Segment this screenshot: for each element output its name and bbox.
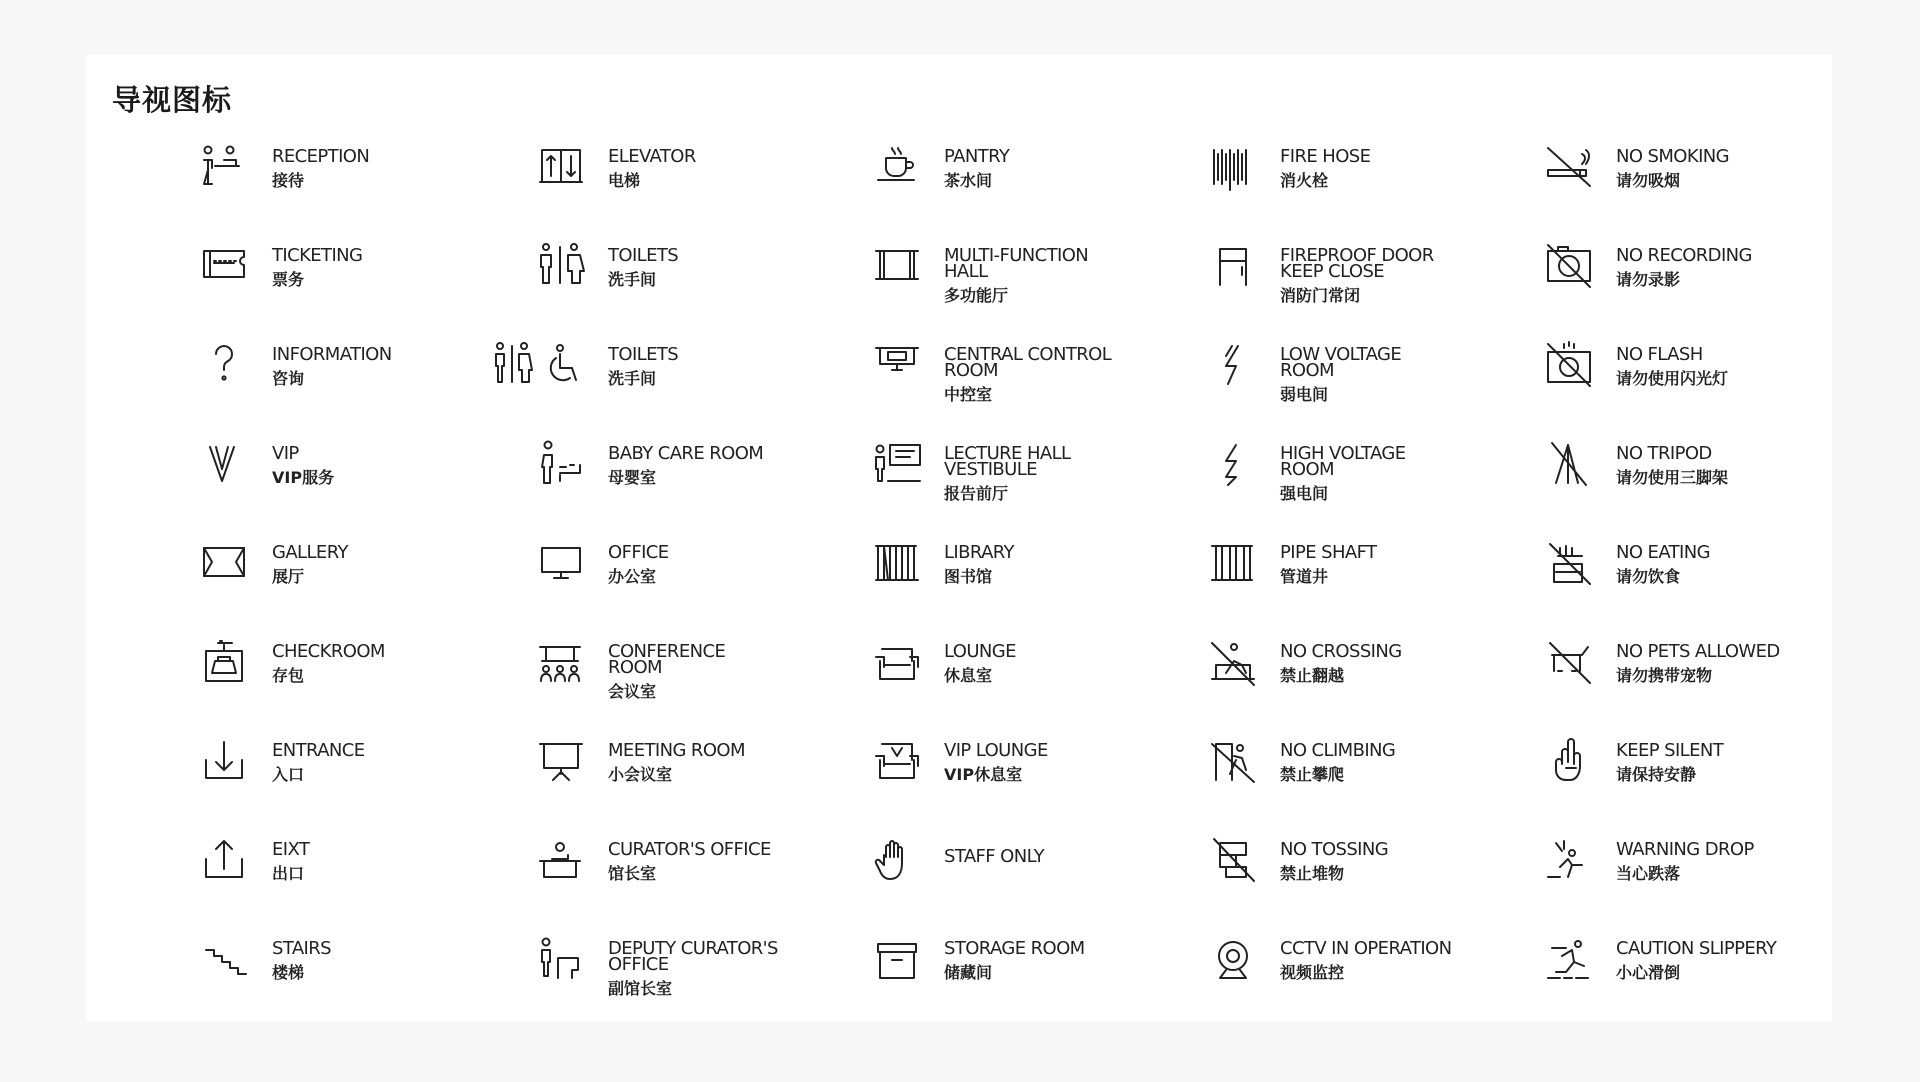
- label-zh: 请勿使用三脚架: [1616, 468, 1729, 487]
- signage-item: [870, 140, 1206, 239]
- signage-label: [1280, 740, 1535, 784]
- label-en: VIP: [272, 443, 299, 464]
- no-flash-icon: [1542, 338, 1596, 392]
- label-en: LECTURE HALL VESTIBULE: [944, 443, 1071, 480]
- label-en: HIGH VOLTAGE ROOM: [1280, 443, 1406, 480]
- signage-item: [198, 536, 534, 635]
- signage-label: [1616, 443, 1871, 487]
- signage-item: [1206, 536, 1542, 635]
- label-en: CURATOR'S OFFICE: [608, 839, 771, 860]
- label-en: LOW VOLTAGE ROOM: [1280, 344, 1402, 381]
- label-zh: 请勿使用闪光灯: [1616, 369, 1729, 388]
- signage-label: [944, 443, 1199, 503]
- signage-item: [1206, 635, 1542, 734]
- caution-slippery-icon: [1542, 932, 1596, 986]
- signage-label: [1280, 443, 1535, 503]
- keep-silent-icon: [1542, 734, 1596, 788]
- label-zh: 管道井: [1280, 567, 1329, 586]
- signage-label: [608, 542, 863, 586]
- signage-item: [198, 239, 534, 338]
- label-zh: 图书馆: [944, 567, 993, 586]
- signage-item: [870, 338, 1206, 437]
- label-zh: 入口: [272, 765, 305, 784]
- label-zh: 茶水间: [944, 171, 993, 190]
- label-zh: 弱电间: [1280, 385, 1329, 404]
- signage-label: [1280, 542, 1535, 586]
- signage-label: [1616, 839, 1871, 883]
- label-en: VIP LOUNGE: [944, 740, 1048, 761]
- label-en: NO TRIPOD: [1616, 443, 1712, 464]
- label-zh: 禁止翻越: [1280, 666, 1345, 685]
- central-control-room-icon: [870, 338, 924, 392]
- signage-item: [198, 932, 534, 1031]
- label-zh: 馆长室: [608, 864, 657, 883]
- signage-label: [608, 344, 863, 388]
- label-en: DEPUTY CURATOR'S OFFICE: [608, 938, 778, 975]
- signage-item: [1542, 833, 1878, 932]
- vip-lounge-icon: [870, 734, 924, 788]
- warning-drop-icon: [1542, 833, 1596, 887]
- label-zh: 当心跌落: [1616, 864, 1681, 883]
- deputy-curators-office-icon: [534, 932, 588, 986]
- label-zh: 办公室: [608, 567, 657, 586]
- signage-label: [608, 839, 863, 883]
- signage-label: [1280, 146, 1535, 190]
- label-en: EIXT: [272, 839, 310, 860]
- label-en: MULTI-FUNCTION HALL: [944, 245, 1089, 282]
- label-zh: 票务: [272, 270, 305, 289]
- label-zh: 会议室: [608, 682, 657, 701]
- label-en: TICKETING: [272, 245, 363, 266]
- signage-label: [1616, 641, 1871, 685]
- signage-item: [534, 932, 870, 1031]
- signage-label: [944, 846, 1199, 867]
- information-icon: [198, 338, 252, 392]
- signage-label: [1616, 740, 1871, 784]
- signage-item: [870, 734, 1206, 833]
- signage-label: [1616, 938, 1871, 982]
- exit-icon: [198, 833, 252, 887]
- label-zh: 小心滑倒: [1616, 963, 1681, 982]
- signage-item: [534, 338, 870, 437]
- signage-item: [1542, 932, 1878, 1031]
- label-en: NO FLASH: [1616, 344, 1703, 365]
- label-zh: 消防门常闭: [1280, 286, 1361, 305]
- fire-hose-icon: [1206, 140, 1260, 194]
- label-en: LIBRARY: [944, 542, 1014, 563]
- signage-item: [870, 932, 1206, 1031]
- label-zh: VIP休息室: [944, 765, 1023, 784]
- signage-label: [944, 542, 1199, 586]
- pipe-shaft-icon: [1206, 536, 1260, 590]
- label-en: ENTRANCE: [272, 740, 365, 761]
- label-zh: 出口: [272, 864, 305, 883]
- signage-item: [1542, 536, 1878, 635]
- label-zh: 母婴室: [608, 468, 657, 487]
- signage-label: [944, 344, 1199, 404]
- lounge-icon: [870, 635, 924, 689]
- label-en: WARNING DROP: [1616, 839, 1754, 860]
- label-en: CENTRAL CONTROL ROOM: [944, 344, 1112, 381]
- label-en: BABY CARE ROOM: [608, 443, 764, 464]
- curators-office-icon: [534, 833, 588, 887]
- label-zh: 禁止攀爬: [1280, 765, 1345, 784]
- icon-grid: [198, 140, 1878, 1031]
- label-zh: 强电间: [1280, 484, 1329, 503]
- label-en: NO SMOKING: [1616, 146, 1730, 167]
- signage-label: [1280, 839, 1535, 883]
- signage-item: [198, 437, 534, 536]
- label-zh: VIP服务: [272, 468, 335, 487]
- multi-function-hall-icon: [870, 239, 924, 293]
- label-zh: 存包: [272, 666, 305, 685]
- no-recording-icon: [1542, 239, 1596, 293]
- signage-item: [870, 833, 1206, 932]
- label-zh: 休息室: [944, 666, 993, 685]
- ticketing-icon: [198, 239, 252, 293]
- signage-item: [1206, 437, 1542, 536]
- meeting-room-icon: [534, 734, 588, 788]
- signage-item: [1542, 140, 1878, 239]
- signage-item: [534, 635, 870, 734]
- label-zh: 请勿吸烟: [1616, 171, 1681, 190]
- signage-label: [1280, 938, 1535, 982]
- no-tripod-icon: [1542, 437, 1596, 491]
- signage-item: [534, 140, 870, 239]
- signage-item: [1206, 734, 1542, 833]
- signage-label: [272, 443, 527, 487]
- signage-label: [272, 542, 527, 586]
- label-zh: 展厅: [272, 567, 305, 586]
- no-crossing-icon: [1206, 635, 1260, 689]
- signage-item: [1542, 734, 1878, 833]
- label-zh: 禁止堆物: [1280, 864, 1345, 883]
- signage-item: [198, 734, 534, 833]
- low-voltage-icon: [1206, 338, 1260, 392]
- signage-label: [1616, 542, 1871, 586]
- label-zh: 咨询: [272, 369, 305, 388]
- signage-item: [198, 635, 534, 734]
- page-title: 导视图标: [112, 83, 233, 117]
- label-en: INFORMATION: [272, 344, 392, 365]
- label-en: PANTRY: [944, 146, 1010, 167]
- signage-label: [608, 641, 863, 701]
- signage-label: [272, 641, 527, 685]
- label-en: LOUNGE: [944, 641, 1016, 662]
- signage-label: [608, 146, 863, 190]
- library-icon: [870, 536, 924, 590]
- signage-item: [1206, 932, 1542, 1031]
- label-en: RECEPTION: [272, 146, 370, 167]
- checkroom-icon: [198, 635, 252, 689]
- label-zh: 洗手间: [608, 270, 657, 289]
- signage-item: [1542, 437, 1878, 536]
- label-en: CONFERENCE ROOM: [608, 641, 726, 678]
- signage-item: [534, 437, 870, 536]
- label-en: ELEVATOR: [608, 146, 696, 167]
- signage-item: [198, 338, 534, 437]
- label-en: STORAGE ROOM: [944, 938, 1085, 959]
- signage-item: [1206, 239, 1542, 338]
- label-en: STAIRS: [272, 938, 331, 959]
- label-zh: 洗手间: [608, 369, 657, 388]
- label-zh: 请勿饮食: [1616, 567, 1681, 586]
- signage-item: [534, 833, 870, 932]
- label-zh: 视频监控: [1280, 963, 1345, 982]
- label-en: KEEP SILENT: [1616, 740, 1724, 761]
- signage-item: [870, 635, 1206, 734]
- pantry-icon: [870, 140, 924, 194]
- label-en: STAFF ONLY: [944, 846, 1045, 867]
- no-smoking-icon: [1542, 140, 1596, 194]
- reception-icon: [198, 140, 252, 194]
- label-zh: 报告前厅: [944, 484, 1009, 503]
- signage-item: [1542, 635, 1878, 734]
- signage-label: [608, 740, 863, 784]
- signage-label: [1280, 641, 1535, 685]
- label-en: FIREPROOF DOOR KEEP CLOSE: [1280, 245, 1434, 282]
- toilets-icon: [534, 239, 588, 293]
- signage-label: [1280, 245, 1535, 305]
- label-en: MEETING ROOM: [608, 740, 745, 761]
- gallery-icon: [198, 536, 252, 590]
- baby-care-icon: [534, 437, 588, 491]
- signage-label: [272, 839, 527, 883]
- signage-label: [608, 245, 863, 289]
- signage-label: [1616, 245, 1871, 289]
- office-icon: [534, 536, 588, 590]
- label-zh: 请勿录影: [1616, 270, 1681, 289]
- signage-label: [944, 740, 1199, 784]
- cctv-icon: [1206, 932, 1260, 986]
- label-zh: 请保持安静: [1616, 765, 1697, 784]
- elevator-icon: [534, 140, 588, 194]
- label-zh: 接待: [272, 171, 305, 190]
- signage-item: [534, 239, 870, 338]
- signage-label: [272, 245, 527, 289]
- no-climbing-icon: [1206, 734, 1260, 788]
- label-en: CHECKROOM: [272, 641, 385, 662]
- signage-label: [272, 146, 527, 190]
- signage-label: [1616, 146, 1871, 190]
- label-en: NO PETS ALLOWED: [1616, 641, 1780, 662]
- lecture-hall-icon: [870, 437, 924, 491]
- signage-label: [944, 245, 1199, 305]
- label-en: NO CROSSING: [1280, 641, 1402, 662]
- signage-item: [534, 536, 870, 635]
- signage-label: [944, 146, 1199, 190]
- label-zh: 多功能厅: [944, 286, 1009, 305]
- signage-label: [272, 740, 527, 784]
- label-en: OFFICE: [608, 542, 669, 563]
- storage-room-icon: [870, 932, 924, 986]
- signage-label: [272, 938, 527, 982]
- label-en: PIPE SHAFT: [1280, 542, 1377, 563]
- fireproof-door-icon: [1206, 239, 1260, 293]
- label-en: CCTV IN OPERATION: [1280, 938, 1452, 959]
- signage-label: [608, 938, 863, 998]
- signage-item: [870, 536, 1206, 635]
- accessible-toilets-icon: [490, 338, 588, 392]
- signage-item: [1542, 239, 1878, 338]
- label-en: CAUTION SLIPPERY: [1616, 938, 1777, 959]
- label-en: FIRE HOSE: [1280, 146, 1371, 167]
- label-en: NO CLIMBING: [1280, 740, 1396, 761]
- label-en: GALLERY: [272, 542, 348, 563]
- signage-label: [272, 344, 527, 388]
- label-zh: 电梯: [608, 171, 641, 190]
- label-zh: 储藏间: [944, 963, 993, 982]
- signage-item: [198, 140, 534, 239]
- no-eating-icon: [1542, 536, 1596, 590]
- conference-room-icon: [534, 635, 588, 689]
- vip-icon: [198, 437, 252, 491]
- entrance-icon: [198, 734, 252, 788]
- label-zh: 中控室: [944, 385, 993, 404]
- signage-label: [1280, 344, 1535, 404]
- label-en: TOILETS: [608, 245, 679, 266]
- signage-label: [608, 443, 863, 487]
- label-zh: 副馆长室: [608, 979, 673, 998]
- signage-label: [1616, 344, 1871, 388]
- label-zh: 消火栓: [1280, 171, 1329, 190]
- label-zh: 楼梯: [272, 963, 305, 982]
- label-en: NO EATING: [1616, 542, 1710, 563]
- label-en: TOILETS: [608, 344, 679, 365]
- signage-item: [1206, 338, 1542, 437]
- high-voltage-icon: [1206, 437, 1260, 491]
- label-en: NO RECORDING: [1616, 245, 1752, 266]
- label-zh: 请勿携带宠物: [1616, 666, 1713, 685]
- stairs-icon: [198, 932, 252, 986]
- signage-item: [198, 833, 534, 932]
- signage-item: [534, 734, 870, 833]
- signage-item: [1206, 833, 1542, 932]
- label-en: NO TOSSING: [1280, 839, 1389, 860]
- label-zh: 小会议室: [608, 765, 673, 784]
- signage-label: [944, 938, 1199, 982]
- no-pets-icon: [1542, 635, 1596, 689]
- staff-only-icon: [870, 833, 924, 887]
- signage-item: [870, 239, 1206, 338]
- signage-item: [1206, 140, 1542, 239]
- signage-item: [870, 437, 1206, 536]
- signage-label: [944, 641, 1199, 685]
- signage-item: [1542, 338, 1878, 437]
- no-tossing-icon: [1206, 833, 1260, 887]
